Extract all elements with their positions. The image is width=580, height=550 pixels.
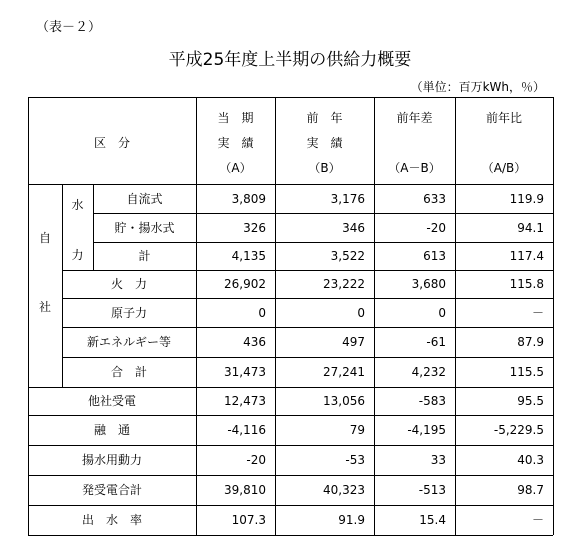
row-divider [28,445,553,446]
value-current: -20 [246,453,266,467]
table-top-border [28,97,553,98]
value-ratio: -5,229.5 [493,423,544,437]
value-previous: -53 [345,453,365,467]
value-previous: 40,323 [323,483,365,497]
table-left-border [28,97,29,535]
value-difference: -4,195 [407,423,446,437]
row-label: 発受電合計 [81,483,142,497]
value-ratio: 94.1 [517,220,544,235]
value-ratio: 119.9 [509,191,544,206]
value-difference: 33 [430,453,446,467]
header-ratio: 前年比 [485,111,522,125]
table-number: （表－２） [36,20,102,35]
row-divider [28,415,553,416]
row-divider [62,327,553,328]
group-hydro-label: 力 [71,248,84,262]
value-current: 31,473 [224,365,266,379]
header-current: （A） [219,161,252,175]
value-difference: 15.4 [419,513,446,527]
value-current: 0 [258,305,266,320]
value-current: 3,809 [231,191,266,206]
value-previous: 497 [342,335,365,349]
value-current: 39,810 [224,483,266,497]
group-own-label: 自 [38,231,51,245]
header-previous: 前 年 [306,111,343,125]
value-difference: -583 [418,394,446,408]
value-current: 107.3 [231,513,266,527]
header-previous: 実 績 [306,136,343,150]
page-title: 平成25年度上半期の供給力概要 [168,50,412,70]
value-previous: 79 [349,423,365,437]
row-label: 火 力 [110,277,147,291]
header-category: 区 分 [93,136,130,150]
value-ratio: 87.9 [517,335,544,349]
header-ratio: （A/B） [481,161,527,175]
value-previous: 0 [357,305,365,320]
value-ratio: 40.3 [517,453,544,467]
row-label: 融 通 [93,423,130,437]
value-ratio: 117.4 [509,249,544,263]
value-previous: 27,241 [323,365,365,379]
row-divider [28,387,553,388]
value-current: 12,473 [224,394,266,408]
value-current: 26,902 [224,277,266,291]
row-label: 貯・揚水式 [114,220,175,235]
row-label: 原子力 [110,305,147,320]
row-label: 他社受電 [87,394,136,408]
group-hydro-label: 水 [71,198,84,212]
value-ratio: 115.8 [509,277,544,291]
value-previous: 346 [342,220,365,235]
value-difference: 633 [423,191,446,206]
row-label: 揚水用動力 [81,453,142,467]
value-difference: 613 [423,249,446,263]
value-current: -4,116 [227,423,266,437]
row-divider [28,505,553,506]
value-previous: 3,522 [330,249,365,263]
value-ratio: － [531,513,544,527]
value-difference: 3,680 [411,277,446,291]
row-divider [28,475,553,476]
value-previous: 91.9 [338,513,365,527]
header-previous: （B） [308,161,341,175]
row-divider [62,298,553,299]
row-divider [62,357,553,358]
value-previous: 3,176 [330,191,365,206]
row-label: 出 水 率 [81,513,142,527]
row-label: 合 計 [110,365,147,379]
table-bottom-border [28,535,553,536]
table-right-border [553,97,554,535]
value-previous: 13,056 [323,394,365,408]
value-previous: 23,222 [323,277,365,291]
unit-note: （単位：百万kWh，％） [410,80,545,94]
header-difference: 前年差 [396,111,433,125]
group-own-label: 社 [38,300,51,314]
value-ratio: － [531,305,544,320]
row-label: 計 [138,249,151,263]
value-difference: -20 [426,220,446,235]
header-difference: （A－B） [388,161,441,175]
value-difference: 0 [438,305,446,320]
value-difference: 4,232 [411,365,446,379]
value-difference: -513 [418,483,446,497]
header-current: 当 期 [217,111,254,125]
row-divider [93,213,553,214]
value-ratio: 95.5 [517,394,544,408]
value-ratio: 115.5 [509,365,544,379]
value-current: 326 [243,220,266,235]
header-current: 実 績 [217,136,254,150]
row-label: 新エネルギー等 [86,335,171,349]
row-divider [93,242,553,243]
row-label: 自流式 [126,191,163,206]
value-difference: -61 [426,335,446,349]
value-current: 4,135 [231,249,266,263]
row-divider [62,270,553,271]
header-bottom-border [28,184,553,185]
value-ratio: 98.7 [517,483,544,497]
value-current: 436 [243,335,266,349]
